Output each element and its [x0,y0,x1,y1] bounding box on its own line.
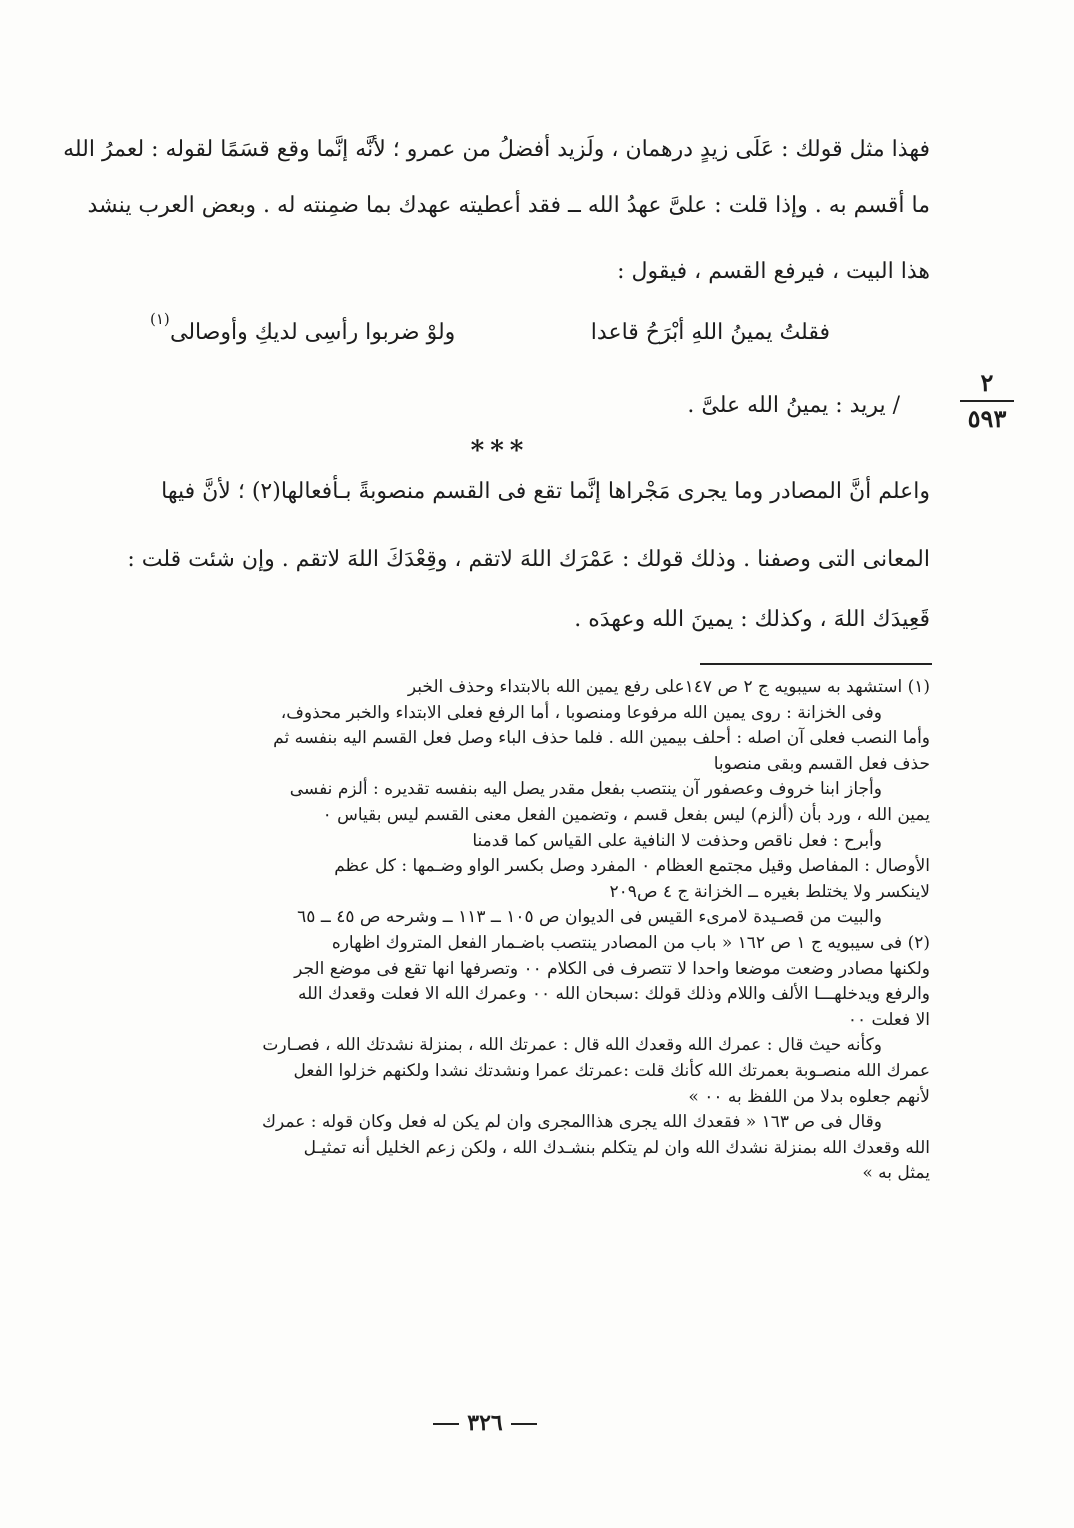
section-divider-stars: *** [470,436,530,466]
footnote-line: وفى الخزانة : روى يمين الله مرفوعا ومنصوبا ، أما الرفع فعلى الابتداء والخبر محذوف، [280,702,882,723]
footnote-line: وأجاز ابنا خروف وعصفور آن ينتصب بفعل مقدر يصل اليه بنفسه تقديره : ألزم نفسى [289,779,882,800]
footnote-line: وأما النصب فعلى آن اصله : أحلف بيمين الله . فلما حذف الباء وصل فعل القسم اليه بنفسه ثم [273,728,930,749]
main-text-line-2: ما أقسم به . وإذا قلت : علىَّ عهدُ الله ــ فقد أعطيته عهدك بما ضمِنته له . وبعض العرب ينشد [87,193,930,218]
page-number-value: ٣٢٦ [467,1410,503,1436]
footnote-line: وكأنه حيث قال : عمرك الله وقعدك الله قال : عمرتك الله ، بمنزلة نشدتك الله ، فصـارت [262,1035,882,1056]
main-text-line-1: فهذا مثل قولك : عَلَى زيدٍ درهمان ، ولَزيد أفضلُ من عمرو ؛ لأنَّه إنَّما وقع قسَمًا لقوله : لعمرُ الله [63,137,930,162]
page-number-dash-left [433,1423,459,1425]
footnote-line: يمين الله ، ورد بأن (ألزم) ليس بفعل قسم ، وتضمين الفعل معنى القسم ليس بقياس ٠ [322,804,930,825]
footnote-line: (٢) فى سيبويه ج ١ ص ١٦٢ « باب من المصادر ينتصب باضـمار الفعل المتروك اظهاره [331,932,930,953]
footnote-line: والرفع ويدخلهـــا الألف واللام وذلك قولك :سبحان الله ٠٠ وعمرك الله الا فعلت وقعدك الله [297,984,930,1005]
footnote-line: الأوصال : المفاصل وقيل مجتمع العظام ٠ المفرد وصل بكسر الواو وضـمها : كل عظم [334,856,930,877]
footnotes-block [60,675,930,1187]
footnote-line: الله وقعدك الله بمنزلة نشدك الله وان لم يتكلم بنشـدك الله ، ولكن زعم الخليل أنه تمثيـل [303,1137,930,1158]
main-text-line-7: قَعِيدَك اللهَ ، وكذلك : يمينَ الله وعهدَه . [574,607,930,632]
footnote-separator [700,663,932,665]
margin-ref-divider [960,400,1014,402]
footnote-line: لأنهم جعلوه بدلا من اللفظ به ٠٠ » [688,1086,930,1107]
margin-ref-top: ٢ [980,368,994,397]
main-text-line-3: هذا البيت ، فيرفع القسم ، فيقول : [617,259,930,284]
margin-ref-bottom: ٥٩٣ [967,404,1007,433]
footnote-line: والبيت من قصـيدة لامرىء القيس فى الديوان ص ١٠٥ ــ ١١٣ ــ وشرحه ص ٤٥ ــ ٦٥ [297,907,882,928]
footnote-line: ولكنها مصادر وضعت موضعا واحدا لا تتصرف فى الكلام ٠٠ وتصرفها انها تقع فى موضع الجر [294,958,930,979]
page-number [420,1410,550,1436]
footnote-line: وأبرح : فعل ناقص وحذفت لا النافية على القياس كما قدمنا [472,830,882,851]
page-number-dash-right [511,1423,537,1425]
footnote-line: وقال فى ص ١٦٣ « فقعدك الله يجرى هذاالمجرى وان لم يكن له فعل وكان قوله : عمرك [261,1112,882,1133]
verse-second-hemistich: ولوْ ضربوا رأسِى لديكِ وأوصالى [170,320,456,345]
verse-first-hemistich: فقلتُ يمينُ اللهِ أبْرَحُ قاعدا [590,320,830,345]
poetry-verse [150,312,830,352]
main-text-line-6: المعانى التى وصفنا . وذلك قولك : عَمْرَك اللهَ لاتقم ، وقِعْدَكَ اللهَ لاتقم . وإن شئت قلت : [127,547,930,572]
footnote-line: لاينكسر ولا يختلط بغيره ــ الخزانة ج ٤ ص٢٠٩ [609,881,930,902]
footnote-line: الا فعلت ٠٠ [847,1009,930,1030]
footnote-line: يمثل به » [862,1163,930,1184]
footnote-line: عمرك الله منصـوبة بعمرتك الله كأنك قلت :عمرتك عمرا ونشدتك نشدا ولكنهم خزلوا الفعل [293,1060,930,1081]
main-text-line-4: / يريد : يمينُ الله علىَّ . [687,393,900,418]
footnote-line: (١) استشهد به سيبويه ج ٢ ص ١٤٧على رفع يمين الله بالابتداء وحذف الخبر [407,677,930,697]
verse-footnote-mark: (١) [150,310,170,328]
margin-page-reference [952,368,1022,434]
footnote-line: حذف فعل القسم وبقى منصوبا [713,753,930,774]
main-text-line-5: واعلم أنَّ المصادر وما يجرى مَجْراها إنَّما تقع فى القسم منصوبةً بـأفعالها(٢) ؛ لأنَّ فيها [161,479,930,504]
